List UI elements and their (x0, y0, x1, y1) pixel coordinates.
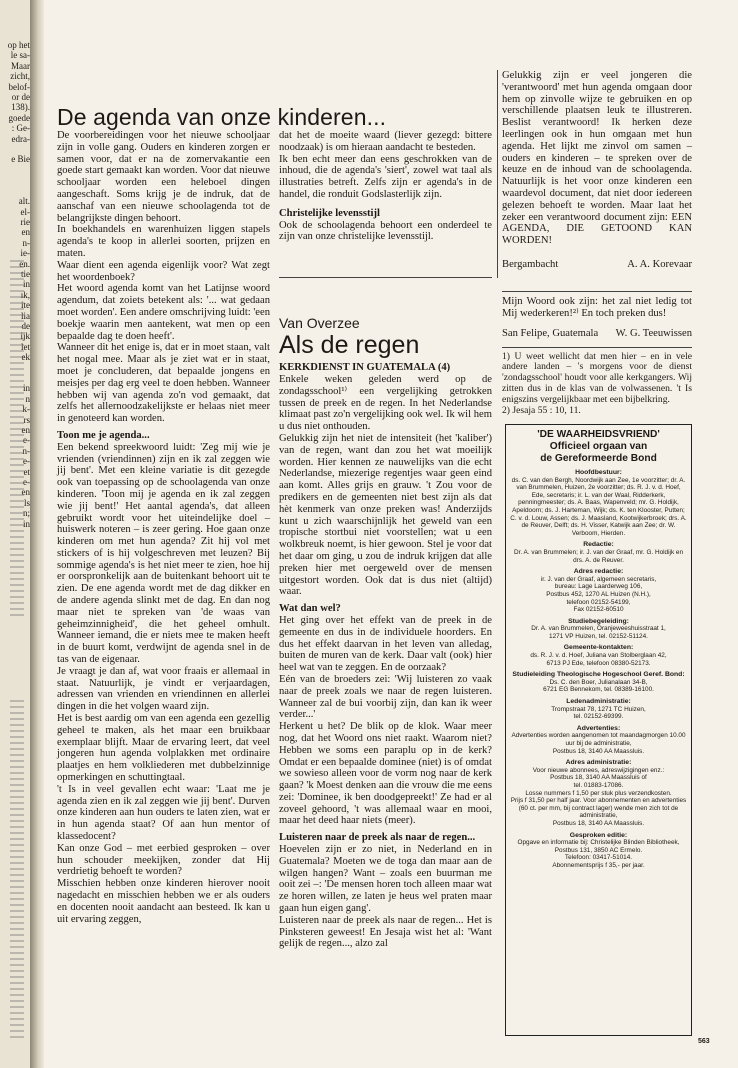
article-column-2 (279, 130, 492, 243)
colophon-line: Ds. C. den Boer, Julianalaan 34-B, (549, 678, 648, 686)
colophon-line: Voor nieuwe abonnees, adreswijzigingen enz.: (532, 766, 665, 774)
border-ornament (10, 260, 24, 620)
text-fragment: de (21, 320, 30, 331)
paragraph: Je vraagt je dan af, wat voor fraais er allemaal in staat. Natuurlijk, je vindt er verjaardagen, adressen van vrienden en vriendinnen en allerlei dingen in die het volgen waard zijn. (57, 665, 270, 713)
section-heading-christelijk: Christelijke levensstijl (279, 207, 380, 219)
colophon-title-2: Officieel orgaan van (549, 441, 648, 452)
colophon-line: Dr. A. van Brummelen, Oranjeweeshuisstraat 1, (531, 625, 666, 633)
text-fragment: ek (21, 352, 30, 363)
text-fragment (0, 144, 30, 154)
colophon-heading: Redactie: (583, 541, 614, 549)
text-fragment: op het (7, 40, 30, 50)
text-fragment: ijk (20, 331, 30, 342)
text-fragment: en. (19, 258, 30, 269)
paragraph: De voorbereidingen voor het nieuwe schooljaar zijn in volle gang. Ouders en kinderen zorgen er samen voor, dat er na de zomervakantie een goede start gemaakt kan worden. Voor dat nieuwe schooljaar worden een heleboel dingen aangeschaft. Soms krijg je de indruk, dat de aanschaf van een nieuwe schoolagenda tot de belangrijkste dingen behoort. (57, 130, 270, 224)
text-fragment: ls (23, 497, 30, 508)
text-fragment: e- (23, 477, 30, 488)
colophon-line: Telefoon: 03417-51014. (564, 854, 633, 862)
article2-signature (502, 328, 692, 339)
paragraph: Het woord agenda komt van het Latijnse woord agendum, dat zoiets betekent als: '... wat gedaan moet worden'. Een andere omschrijving luidt: 'een boekje waarin men aantekent, wat men op een bepaalde dag te doen heeft'. (57, 283, 270, 342)
article-column-1 (57, 130, 270, 925)
text-fragment: edra- (11, 133, 30, 144)
section-heading-toon: Toon me je agenda... (57, 429, 150, 441)
text-fragment: en (21, 487, 30, 498)
text-fragment: le sa- (10, 50, 30, 61)
article2-paragraphs (279, 374, 492, 598)
footnote: 1) U weet wellicht dat men hier – en in vele andere landen – 's morgens voor de dienst 'zondagsschool' houdt voor alle kerkgangers. Wij zitten dus in de klas van de volwassenen. 't Is enigszins vergelijkbaar met een bijbelkring. (502, 350, 692, 405)
paragraph: In boekhandels en warenhuizen liggen stapels agenda's te koop in allerlei soorten, prijzen en maten. (57, 224, 270, 259)
section-heading-wat: Wat dan wel? (279, 603, 341, 615)
text-fragment: goede (8, 112, 30, 123)
paragraph: Kan onze God – met eerbied gesproken – over hun schouder meekijken, zonder dat Hij verdrietig behoeft te worden? (57, 842, 270, 878)
paragraph: Eén van de broeders zei: 'Wij luisteren zo vaak naar de preek zoals we naar de regen luisteren. Wanneer zal de bui voorbij zijn, dan kan ik weer verder...' (279, 673, 492, 721)
text-fragment: alt. (18, 196, 30, 207)
colophon-heading: Ledenadministratie: (566, 698, 631, 706)
text-fragment: ite (21, 300, 30, 311)
colophon-line: Postbus 18, 3140 AA Maassluis of (550, 774, 647, 782)
text-fragment: : Ge- (11, 123, 30, 134)
text-fragment: tie (21, 268, 30, 279)
text-fragment: 138). (11, 102, 30, 113)
colophon-heading: Gesproken editie: (569, 831, 628, 839)
text-fragment: belof- (8, 81, 30, 92)
article1-signature (502, 259, 692, 270)
text-fragment: n (25, 393, 30, 404)
colophon-line: 6721 EG Bennekom, tel. 08389-16100. (543, 686, 654, 694)
colophon-title-3: de Gereformeerde Bond (540, 453, 657, 464)
paragraph: dat het de moeite waard (liever gezegd: bittere noodzaak) is om hieraan aandacht te besteden. (279, 130, 492, 153)
colophon-box (505, 424, 692, 1036)
colophon-line: Abonnementsprijs f 35,- per jaar. (552, 861, 645, 869)
paragraph: Mijn Woord ook zijn: het zal niet ledig tot Mij wederkeren!²⁾ En toch preken dus! (502, 296, 692, 319)
text-fragment: zicht, (10, 71, 30, 82)
colophon-line: telefoon 02152-54199, (566, 598, 631, 606)
colophon-line: ds. C. van den Bergh, Noordwijk aan Zee, 1e voorzitter; dr. A. van Brummelen, Huizen, 2e voorzitter; ds. R. J. v. d. Hoef, Ede, secretaris; ir. L. van der Waal, Ridderkerk, penningmeester; ds. A. Baas, Wapenveld; mr. G. Holdijk, Apeldoorn; ds. J. Harteman, Wijk; ds. K. ten Klooster, Putten; C. v. d. Louw, Assen; ds. J. Maasland, Kootwijkerbroek; drs. A. de Reuver, Delft; ds. H. Visser, Katwijk aan Zee; dr. W. Verboom, Hierden. (510, 476, 687, 537)
colophon-heading: Adres redactie: (573, 568, 624, 576)
colophon-line: ir. J. van der Graaf, algemeen secretaris, (540, 575, 657, 583)
colophon-line: 1271 VP Huizen, tel. 02152-51124. (549, 632, 648, 640)
column-divider (497, 70, 498, 278)
colophon-heading: Adres administratie: (565, 759, 632, 767)
paragraph: Enkele weken geleden werd op de zondagsschool¹⁾ een vergelijking getrokken tussen de preek en de regen. In het Nederlandse klimaat past zo'n vergelijking ook wel. Ik wil hem u dus niet onthouden. (279, 374, 492, 433)
divider (502, 291, 692, 292)
text-fragment (0, 186, 30, 196)
page-gutter (30, 0, 44, 1068)
paragraph: Ik ben echt meer dan eens geschrokken van de inhoud, die de agenda's 'siert', zowel wat taal als illustraties betreft. Zelfs zijn er agenda's in de handel, die ronduit Godslasterlijk zijn. (279, 153, 492, 200)
text-fragment: e Bie (11, 154, 30, 165)
signature-place: Bergambacht (502, 258, 559, 270)
text-fragment (0, 165, 30, 175)
text-fragment: k- (22, 404, 30, 415)
text-fragment: Maar (11, 60, 30, 71)
article2-paragraphs-luister (279, 844, 492, 950)
text-fragment: el- (20, 206, 30, 217)
colophon-line: bureau: Lage Laarderweg 106, (554, 583, 643, 591)
colophon-line: Advertenties worden aangenomen tot maandagmorgen 10.00 uur bij de administratie, (511, 732, 686, 747)
article-column-3 (502, 70, 692, 270)
paragraph: Een bekend spreekwoord luidt: 'Zeg mij wie je vrienden (vriendinnen) zijn en ik zal zeggen wie jij bent'. Met een kleine variatie is dit gezegde ook van toepassing op de schoolagenda van onze kinderen. 'Toon mij je agenda en ik zal zeggen wie jij bent!' Het aantal agenda's, dat alleen gebruikt wordt voor het uiteindelijke doel – huiswerk noteren – is zeer gering. Hoe gaan onze kinderen om met hun agenda? Zit hij vol met stickers of is hij volgeschreven met leuzen? Bij sommige agenda's is het niet meer te zien, hoe hij er oorspronkelijk aan de buitenkant behoort uit te zien. De ene agenda wordt met de dag dikker en de andere agenda slinkt met de dag. En dan nog maar niet te spreken van 'de waas van geheimzinnigheid', die het geheel omhult. Wanneer iemand, die er niets mee te maken heeft in de buurt komt, verdwijnt de agenda snel in de tas van de eigenaar. (57, 441, 270, 666)
paragraph: Ook de schoolagenda behoort een onderdeel te zijn van onze christelijke levensstijl. (279, 219, 492, 243)
colophon-line: Prijs f 31,50 per half jaar. Voor abonnementen en advertenties (60 ct. per mm, bij contract lager) wende men zich tot de administratie, (510, 797, 687, 820)
paragraph: Wanneer dit het enige is, dat er in moet staan, valt het nogal mee. Maar als je ziet wat er in staat, moet je concluderen, dat bepaalde jongens en meisjes per dag erg veel te doen hebben. Wanneer hebben wij van agenda zo'n vod gemaakt, dat zelfs het allernoodzakelijkste er helaas niet meer in genoteerd kan worden. (57, 342, 270, 425)
colophon-line: Trompstraat 78, 1271 TC Huizen, (551, 705, 646, 713)
colophon-line: tel. 02152-69399. (573, 713, 624, 721)
text-fragment: et (23, 466, 30, 477)
column-2-paragraphs (279, 130, 492, 201)
colophon-heading: Gemeente-kontakten: (563, 644, 634, 652)
article-title: De agenda van onze kinderen... (57, 104, 387, 130)
previous-page-strip (0, 40, 30, 1040)
text-fragment: in (22, 279, 30, 290)
column-1-paragraphs (57, 130, 270, 425)
paragraph: Luisteren naar de preek als naar de regen... Het is Pinksteren geweest! En Jesaja wist het al: 'Want gelijk de regen..., alzo zal (279, 914, 492, 950)
text-fragment: let (21, 341, 30, 352)
text-fragment: en (21, 425, 30, 436)
colophon-heading: Advertenties: (576, 724, 621, 732)
paragraph: Gelukkig zijn er veel jongeren die 'verantwoord' met hun agenda omgaan door hem op zinvolle wijze te gebruiken en op verschillende plaatsen leuk te illustreren. Beslist verantwoord! Ik herken deze leerlingen ook in hun omgaan met hun agenda. Het lijkt me zinvol om samen – ouders en kinderen – te spreken over de keuze en de inhoud van de schoolagenda. Natuurlijk is het voor onze kinderen een waardevol document, dat niet door iedereen gelezen behoeft te worden. Maar laat het zeker een verantwoord document zijn: EEN AGENDA, DIE GETOOND KAN WORDEN! (502, 70, 692, 247)
colophon-line: ds. R. J. v. d. Hoef, Juliana van Stolberglaan 42, (530, 652, 667, 660)
text-fragment: ie- (20, 248, 30, 259)
footnote-divider (502, 347, 692, 348)
colophon-line: Postbus 18, 3140 AA Maassluis. (552, 747, 645, 755)
page-number: 563 (698, 1038, 710, 1045)
text-fragment: rs (23, 414, 30, 425)
article2-column (279, 362, 492, 950)
paragraph: Het is best aardig om van een agenda een gezellig geheel te maken, als het maar een bruikbaar exemplaar blijft. Maar de ervaring leert, dat veel jongeren hun agenda volplakken met ordinaire plaatjes en hem volkliederen met dubbelzinnige opmerkingen en schuttingtaal. (57, 713, 270, 784)
column-1b-paragraphs (57, 442, 270, 926)
paragraph: Misschien hebben onze kinderen hierover nooit nagedacht en misschien hebben we er als ouders en docenten nooit aandacht aan besteed. Ik kan u uit ervaring zeggen, (57, 878, 270, 925)
colophon-line: Dr. A. van Brummelen; ir. J. van der Graaf, mr. G. Holdijk en drs. A. de Reuver. (513, 548, 684, 564)
colophon-heading: Hoofdbestuur: (575, 469, 622, 476)
text-fragment: n- (22, 237, 30, 248)
text-fragment: ık, (20, 289, 30, 300)
colophon-heading: Studiebegeleiding: (568, 617, 629, 625)
paragraph: Herkent u het? De blik op de klok. Waar meer nog, dat het Woord ons niet raakt. Waarom niet? Hebben we soms een paraplu op in de kerk? Omdat er een bepaalde dominee (niet) is of omdat we sowieso alleen voor de vorm nog naar de kerk gaan? 'k Moest denken aan die vrouw die me eens zei: 'Dominee, ik ben doodgepreekt!' Ze had er al zoveel gehoord, 't was allemaal waar en mooi, maar het deed haar niets (meer). (279, 721, 492, 827)
rubric-label: Van Overzee (279, 315, 360, 331)
signature-place: San Felipe, Guatemala (502, 327, 599, 339)
text-fragment (0, 175, 30, 185)
colophon-line: Fax 02152-60510 (573, 606, 624, 614)
colophon-line: Opgave en informatie bij: Christelijke Blinden Bibliotheek, Postbus 131, 3850 AC Ermelo. (517, 839, 680, 854)
paragraph: Waar dient een agenda eigenlijk voor? Wat zegt het woordenboek? (57, 259, 270, 283)
text-fragment: in (22, 383, 30, 394)
colophon-title: 'DE WAARHEIDSVRIEND' (537, 429, 660, 440)
text-fragment: e- (23, 456, 30, 467)
article-subtitle: KERKDIENST IN GUATEMALA (4) (279, 362, 451, 373)
article-title-regen: Als de regen (279, 331, 420, 359)
footnote: 2) Jesaja 55 : 10, 11. (502, 404, 581, 416)
paragraph: Gelukkig zijn het niet de intensiteit (het 'kaliber') van de regen, want dan zou het wat moeilijk worden. Hier kennen ze nauwelijks van die echt Nederlandse, miezerige regentjes waar geen eind aan komt. Alles grijs en grauw. 't Zou voor de predikers en de gemeenten niet best zijn als dat hèt kenmerk van onze preken was! Anderzijds kunt u zich waarschijnlijk het geweld van een tropische stortbui niet voorstellen; wat u een wolkbreuk noemt, is hier gewoon. Stel je voor dat het daar om ging, u zou de indruk krijgen dat alle preken hier met oergeweld over de mensen uitgestort worden. Ook dat is dus niet (altijd) waar. (279, 432, 492, 598)
section-heading-luisteren: Luisteren naar de preek als naar de regen... (279, 832, 476, 844)
text-fragment: n- (22, 445, 30, 456)
article2-paragraphs-wat (279, 615, 492, 827)
paragraph: 't Is in veel gevallen echt waar: 'Laat me je agenda zien en ik zal zeggen wie jij bent'. Durven onze kinderen aan hun ouders te laten zien, wat er in hun agenda staat? Of aan hun mentor of klassedocent? (57, 783, 270, 843)
text-fragment: rie (20, 216, 30, 227)
text-fragment: lia (21, 310, 30, 321)
text-fragment: en (21, 227, 30, 238)
signature-name: A. A. Korevaar (627, 258, 692, 270)
colophon-heading: Studieleiding Theologische Hogeschool Geref. Bond: (512, 671, 685, 679)
divider (279, 277, 492, 278)
text-fragment: n; (22, 508, 30, 519)
border-ornament-lower (10, 700, 24, 1040)
paragraph: Hoevelen zijn er zo niet, in Nederland en in Guatemala? Moeten we de toga dan maar aan de wilgen hangen? Want – zoals een buurman me ooit zei –: 'De mensen horen toch alleen maar wat ze horen willen, ze laten je heus wel praten maar gaan hun eigen gang'. (279, 844, 492, 915)
signature-name: W. G. Teeuwissen (615, 327, 692, 339)
text-fragment: or de (11, 92, 30, 103)
text-fragment: e- (23, 435, 30, 446)
colophon-line: Losse nummers f 1,50 per stuk plus verzendkosten. (525, 789, 672, 797)
colophon-line: 6713 PJ Ede, telefoon 08380-52173. (546, 659, 651, 667)
text-fragment: in (22, 518, 30, 529)
colophon-line: Postbus 452, 1270 AL Huizen (N.H.), (546, 590, 651, 598)
article2-column-3 (502, 296, 692, 416)
colophon-line: Postbus 18, 3140 AA Maassluis. (552, 819, 645, 827)
paragraph: Het ging over het effekt van de preek in de gemeente en dus in de individuele hoorders. En dus het effekt daarvan in het leven van alledag, buiten de muren van de kerk. Daar valt (ook) hier heel wat van te zeggen. En de oorzaak? (279, 614, 492, 674)
colophon-line: tel. 01883-17086. (573, 781, 624, 789)
colophon-sections (509, 469, 688, 870)
